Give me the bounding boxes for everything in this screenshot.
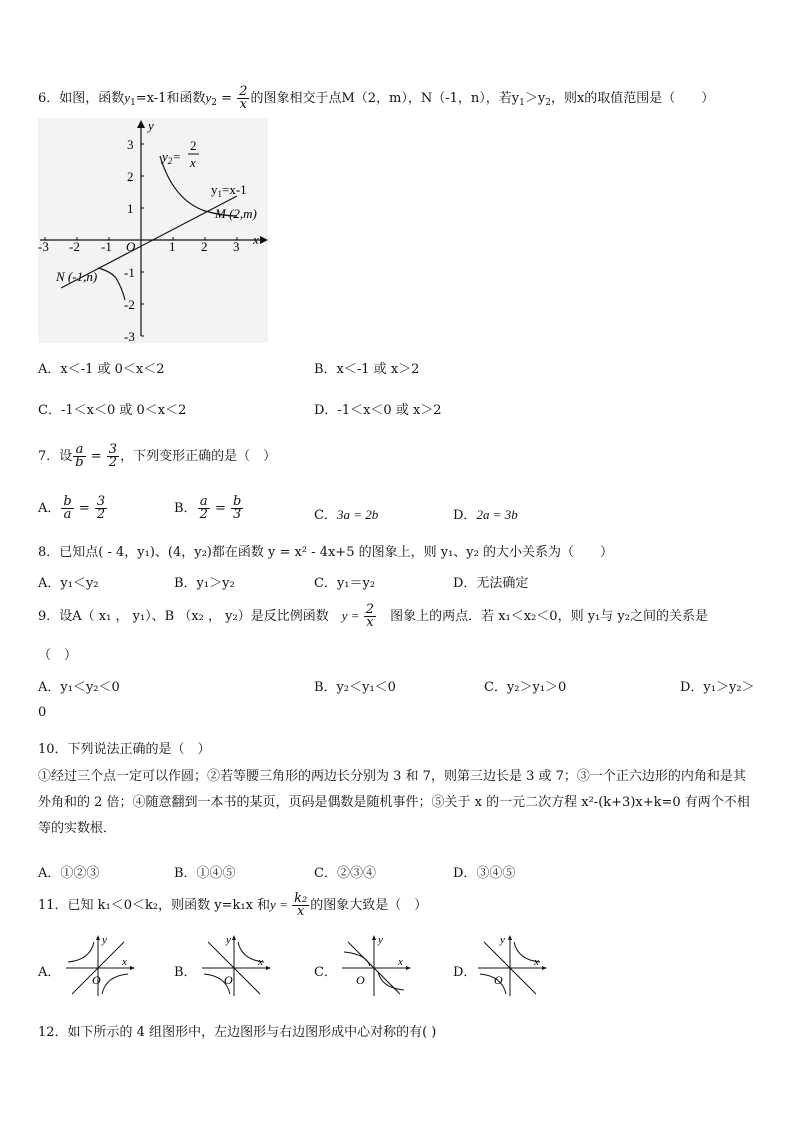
svg-text:y: y (226, 934, 231, 946)
svg-text:y: y (148, 118, 154, 133)
q7-option-b: B． $\frac{a}{2}$ = $\frac{b}{3}$ (174, 494, 242, 522)
q11-graph-d (474, 932, 548, 998)
q6-graph (38, 118, 268, 343)
svg-text:y: y (500, 934, 505, 946)
x-tick: -1 (101, 239, 112, 254)
svg-text:O: O (126, 239, 136, 254)
svg-text:M (2,m): M (2,m) (215, 206, 257, 221)
q9-option-c: C．y₂＞y₁＞0 (484, 680, 567, 695)
svg-text:y1=x-1: $y_1=x-1$ (211, 182, 247, 199)
q6-option-b: B．x＜-1 或 x＞2 (314, 362, 420, 377)
q10-body: ①经过三个点一定可以作圆；②若等腰三角形的两边长分别为 3 和 7，则第三边长是 3 或 7；③一个正六边形的内角和是其外角和的 2 倍；④随意翻到一本书的某页，页码是偶数是随机事件；⑤关于 x 的一元二次方程 x²-(k+3)x+k=0 有两个不相等的实数根． (38, 769, 750, 836)
q11-option-b-label: B． (174, 965, 197, 980)
q9-option-d: D．y₁＞y₂＞ (680, 680, 755, 695)
q11-graph-c (338, 932, 412, 998)
y-tick: -1 (124, 265, 135, 280)
q11-option-c-label: C． (314, 965, 337, 980)
q9-stem: 9．设A（ x₁ ， y₁）、B （x₂ ， y₂）是反比例函数 y = $\frac{2}{x}$ 图象上的两点．若 x₁＜x₂＜0，则 y₁与 y₂之间的关系是 (38, 602, 708, 630)
svg-text:x: x (534, 956, 539, 968)
svg-text:x: x (190, 155, 196, 170)
y-tick: 2 (127, 169, 134, 184)
q11-graph-b (198, 932, 272, 998)
q7-option-c: C．3a = 2b (314, 507, 379, 523)
x-tick: 2 (201, 239, 208, 254)
q11-option-a-label: A． (38, 965, 61, 980)
svg-text:y: y (102, 934, 107, 946)
q10-option-a: A．①②③ (38, 866, 100, 881)
q6-option-a: A．x＜-1 或 0＜x＜2 (38, 362, 165, 377)
svg-text:O: O (494, 973, 503, 987)
svg-text:y: y (378, 934, 383, 946)
q8-stem: 8．已知点( - 4，y₁)、(4，y₂)都在函数 y = x² - 4x+5 的图象上，则 y₁、y₂ 的大小关系为（ ） (38, 545, 613, 560)
y-tick: 3 (127, 137, 134, 152)
q10-option-c: C．②③④ (314, 866, 376, 881)
q6-fraction: $\frac{2}{x}$ (239, 84, 248, 112)
q8-option-d: D．无法确定 (453, 576, 529, 591)
x-tick: 3 (233, 239, 240, 254)
svg-text:y2=: $y_2=$ (162, 149, 182, 166)
q11-stem: 11．已知 k₁＜0＜k₂，则函数 y=k₁x 和y = $\frac{\text{k₂}}{x}$ 的图象大致是（ ） (38, 891, 428, 919)
x-tick: -3 (38, 239, 49, 254)
q6-option-d: D．-1＜x＜0 或 x＞2 (314, 403, 442, 418)
q7-stem: 7．设 $\frac{a}{b}$ = $\frac{3}{2}$ ，下列变形正确的是（ ） (38, 442, 277, 470)
q9-stem-line2: （ ） (38, 648, 78, 663)
q8-option-b: B．y₁＞y₂ (174, 576, 235, 591)
q10-title: 10．下列说法正确的是（ ） (38, 742, 211, 757)
svg-text:2: 2 (190, 138, 197, 153)
q10-option-d: D．③④⑤ (453, 866, 516, 881)
svg-text:x: x (253, 232, 259, 247)
q6-option-c: C．-1＜x＜0 或 0＜x＜2 (38, 403, 187, 418)
svg-text:x: x (398, 956, 403, 968)
q11-option-d-label: D． (453, 965, 477, 980)
y-tick: 1 (127, 201, 134, 216)
q10-option-b: B．①④⑤ (174, 866, 236, 881)
svg-text:O: O (224, 973, 233, 987)
q6-stem: 6．如图，函数$y_1=x-1$和函数$y_2$ = $\frac{2}{x}$ 的图象相交于点M（2，m），N（-1，n），若$y_1>y_2$，则x的取值范围是（ ） (38, 84, 715, 112)
q9-option-a: A．y₁＜y₂＜0 (38, 680, 120, 695)
svg-text:x: x (258, 956, 263, 968)
svg-text:x: x (122, 956, 127, 968)
q12-stem: 12．如下所示的 4 组图形中，左边图形与右边图形成中心对称的有( ) (38, 1025, 437, 1040)
q8-option-a: A．y₁＜y₂ (38, 576, 99, 591)
y-tick: -3 (124, 329, 135, 343)
q7-option-d: D．2a = 3b (453, 507, 518, 523)
q11-graph-a (62, 932, 136, 998)
svg-text:O: O (92, 973, 101, 987)
q8-option-c: C．y₁＝y₂ (314, 576, 376, 591)
q9-option-d-cont: 0 (38, 705, 47, 720)
svg-text:N (-1,n): N (-1,n) (56, 269, 98, 284)
x-tick: -2 (69, 239, 80, 254)
y-tick: -2 (124, 297, 135, 312)
svg-text:O: O (356, 973, 365, 987)
x-tick: 1 (169, 239, 176, 254)
q9-option-b: B．y₂＜y₁＜0 (314, 680, 396, 695)
q7-option-a: A． $\frac{b}{a}$ = $\frac{3}{2}$ (38, 494, 106, 522)
